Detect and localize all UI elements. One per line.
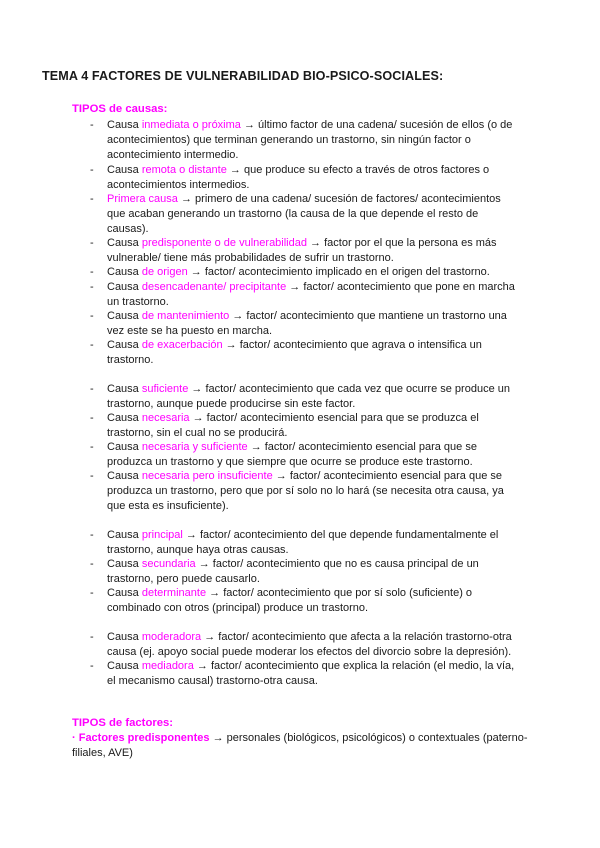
item-description: → factor/ acontecimiento esencial para que se produzca el trastorno, sin el cual no se producirá. bbox=[107, 412, 479, 439]
item-term: necesaria bbox=[141, 412, 190, 424]
item-term: predisponente o de vulnerabilidad bbox=[141, 237, 307, 249]
item-prefix: Causa bbox=[107, 237, 142, 249]
list-item bbox=[90, 557, 519, 587]
list-item bbox=[90, 411, 519, 441]
list-item bbox=[90, 338, 519, 368]
item-description: → que produce su efecto a través de otros factores o acontecimientos intermedios. bbox=[107, 164, 490, 191]
item-description: → primero de una cadena/ sucesión de factores/ acontecimientos que acaban generando un trastorno (la causa de la que depende el resto de causas). bbox=[107, 193, 501, 235]
item-term: inmediata o próxima bbox=[141, 119, 241, 131]
factor-term: · Factores predisponentes bbox=[72, 732, 210, 744]
item-description: → factor/ acontecimiento que mantiene un trastorno una vez este se ha puesto en marcha. bbox=[107, 310, 507, 337]
list-item bbox=[90, 630, 519, 660]
item-prefix: Causa bbox=[107, 412, 142, 424]
item-description: → factor/ acontecimiento que por sí solo (suficiente) o combinado con otros (principal) produce un trastorno. bbox=[107, 587, 473, 614]
item-prefix: Causa bbox=[107, 383, 142, 395]
item-term: remota o distante bbox=[141, 164, 227, 176]
item-description: → factor/ acontecimiento esencial para que se produzca un trastorno y que siempre que ocurre se produce este trastorno. bbox=[107, 441, 477, 468]
item-description: → factor/ acontecimiento que afecta a la relación trastorno-otra causa (ej. apoyo social puede moderar los efectos del divorcio sobre la depresión). bbox=[107, 631, 512, 658]
item-term: moderadora bbox=[141, 631, 202, 643]
item-description: → factor/ acontecimiento implicado en el origen del trastorno. bbox=[187, 266, 490, 278]
item-term: suficiente bbox=[141, 383, 189, 395]
bullet-dash: - bbox=[90, 529, 94, 541]
item-description: → factor/ acontecimiento que cada vez que ocurre se produce un trastorno, aunque puede producirse sin este factor. bbox=[107, 383, 510, 410]
list-item bbox=[90, 469, 519, 514]
item-term: necesaria pero insuficiente bbox=[141, 470, 273, 482]
item-description: → último factor de una cadena/ sucesión de ellos (o de acontecimientos) que terminan generando un trastorno, sin ningún factor o acontecimiento intermedio. bbox=[107, 119, 513, 161]
item-term: desencadenante/ precipitante bbox=[141, 281, 287, 293]
item-term: necesaria y suficiente bbox=[141, 441, 248, 453]
item-prefix: Causa bbox=[107, 310, 142, 322]
item-term: mediadora bbox=[141, 660, 194, 672]
factor-description: → personales (biológicos, psicológicos) o contextuales (paterno-filiales, AVE) bbox=[72, 732, 528, 759]
causes-section-heading: TIPOS de causas: bbox=[72, 103, 168, 115]
item-term: determinante bbox=[141, 587, 207, 599]
bullet-dash: - bbox=[90, 412, 94, 424]
item-term: de mantenimiento bbox=[141, 310, 230, 322]
list-item bbox=[90, 118, 519, 163]
item-prefix: Causa bbox=[107, 470, 142, 482]
bullet-dash: - bbox=[90, 164, 94, 176]
list-item bbox=[90, 236, 519, 266]
bullet-dash: - bbox=[90, 470, 94, 482]
item-description: → factor/ acontecimiento que no es causa principal de un trastorno, pero puede causarlo. bbox=[107, 558, 479, 585]
item-prefix: Causa bbox=[107, 281, 142, 293]
item-prefix: Causa bbox=[107, 631, 142, 643]
factors-first-item bbox=[72, 731, 532, 761]
list-item bbox=[90, 382, 519, 412]
list-item bbox=[90, 659, 519, 689]
item-prefix: Causa bbox=[107, 119, 142, 131]
item-prefix: Causa bbox=[107, 266, 142, 278]
item-description: → factor/ acontecimiento del que depende fundamentalmente el trastorno, aunque haya otras causas. bbox=[107, 529, 499, 556]
bullet-dash: - bbox=[90, 383, 94, 395]
bullet-dash: - bbox=[90, 441, 94, 453]
item-prefix: Causa bbox=[107, 339, 142, 351]
item-term: principal bbox=[141, 529, 183, 541]
item-prefix: Causa bbox=[107, 529, 142, 541]
bullet-dash: - bbox=[90, 237, 94, 249]
list-item bbox=[90, 586, 519, 616]
item-description: → factor/ acontecimiento que agrava o intensifica un trastorno. bbox=[107, 339, 482, 366]
item-term: secundaria bbox=[141, 558, 196, 570]
list-item bbox=[90, 528, 519, 558]
list-item bbox=[90, 192, 519, 237]
item-prefix: Causa bbox=[107, 660, 142, 672]
bullet-dash: - bbox=[90, 587, 94, 599]
item-term: de origen bbox=[141, 266, 188, 278]
factors-section-heading: TIPOS de factores: bbox=[72, 717, 174, 729]
bullet-dash: - bbox=[90, 266, 94, 278]
item-description: → factor/ acontecimiento que explica la relación (el medio, la vía, el mecanismo causal) trastorno-otra causa. bbox=[107, 660, 515, 687]
item-prefix: Causa bbox=[107, 587, 142, 599]
list-item bbox=[90, 440, 519, 470]
page-title: TEMA 4 FACTORES DE VULNERABILIDAD BIO-PSICO-SOCIALES: bbox=[42, 69, 444, 83]
item-term: de exacerbación bbox=[141, 339, 223, 351]
list-item bbox=[90, 280, 519, 310]
item-prefix: Causa bbox=[107, 441, 142, 453]
list-item bbox=[90, 309, 519, 339]
bullet-dash: - bbox=[90, 631, 94, 643]
item-prefix: Causa bbox=[107, 558, 142, 570]
item-description: → factor/ acontecimiento que pone en marcha un trastorno. bbox=[107, 281, 515, 308]
bullet-dash: - bbox=[90, 193, 94, 205]
bullet-dash: - bbox=[90, 558, 94, 570]
item-description: → factor/ acontecimiento esencial para que se produzca un trastorno, pero que por sí solo no lo hará (se necesita otra causa, ya que esta es insuficiente). bbox=[107, 470, 504, 512]
bullet-dash: - bbox=[90, 339, 94, 351]
bullet-dash: - bbox=[90, 119, 94, 131]
item-term: Primera causa bbox=[107, 193, 178, 205]
list-item bbox=[90, 265, 519, 280]
bullet-dash: - bbox=[90, 281, 94, 293]
bullet-dash: - bbox=[90, 660, 94, 672]
bullet-dash: - bbox=[90, 310, 94, 322]
list-item bbox=[90, 163, 519, 193]
item-prefix: Causa bbox=[107, 164, 142, 176]
item-description: → factor por el que la persona es más vulnerable/ tiene más probabilidades de sufrir un trastorno. bbox=[107, 237, 497, 264]
